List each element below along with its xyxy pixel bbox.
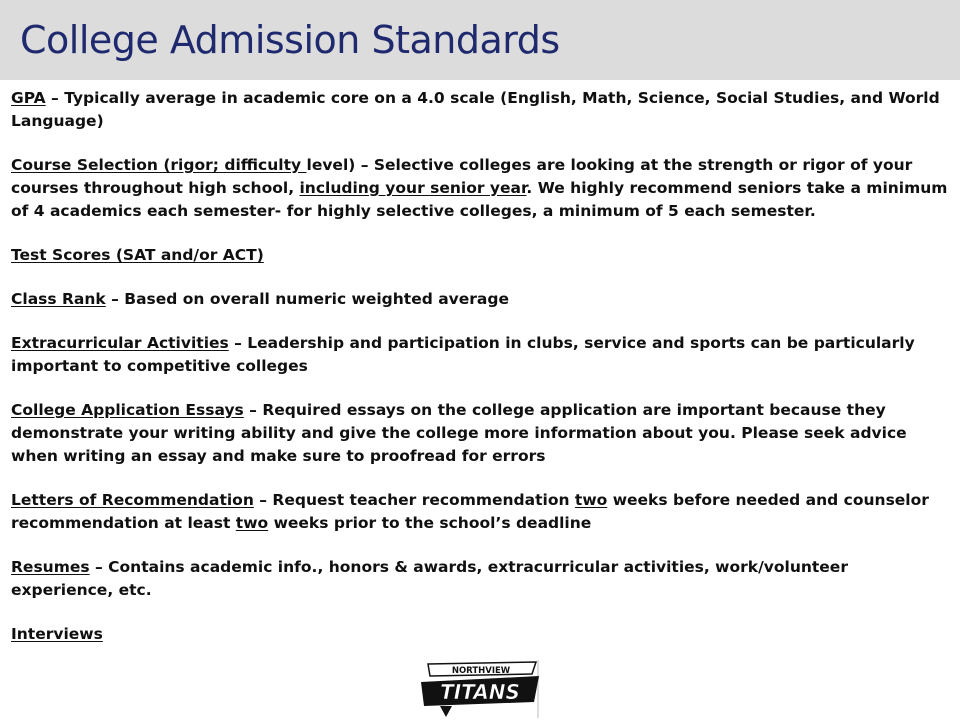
gpa-item — [11, 87, 951, 133]
recommendations-description-3: weeks prior to the school’s deadline — [268, 514, 592, 532]
logo-main-text: TITANS — [440, 680, 520, 704]
course-selection-description-2: . We highly recommend seniors take a minimum of 4 academics each semester- for highly selective colleges, a minimum of 5 each semester. — [11, 179, 948, 220]
essays-description: – Required essays on the college application are important because they demonstrate your writing ability and give the college more information about you. Please seek advice when writing an essay and make sure to proofread for errors — [11, 401, 907, 465]
northview-titans-logo — [418, 660, 542, 718]
course-selection-item — [11, 154, 951, 223]
course-selection-term: Course Selection (rigor; difficulty — [11, 156, 307, 174]
course-selection-description-1: level) – Selective colleges are looking at the strength or rigor of your courses throughout high school, — [11, 156, 913, 197]
interviews-item — [11, 623, 951, 646]
class-rank-term: Class Rank — [11, 290, 106, 308]
interviews-term: Interviews — [11, 625, 103, 643]
resumes-term: Resumes — [11, 558, 90, 576]
recommendations-description-2: weeks before needed and counselor recommendation at least — [11, 491, 929, 532]
essays-item — [11, 399, 951, 468]
extracurricular-description: – Leadership and participation in clubs, service and sports can be particularly important to competitive colleges — [11, 334, 915, 375]
extracurricular-term: Extracurricular Activities — [11, 334, 229, 352]
two-weeks-emphasis-1: two — [574, 491, 608, 509]
title-bar — [0, 0, 960, 80]
recommendations-term: Letters of Recommendation — [11, 491, 254, 509]
standards-list — [11, 87, 951, 667]
recommendations-item — [11, 489, 951, 535]
logo-top-text: NORTHVIEW — [451, 666, 511, 676]
test-scores-item — [11, 244, 951, 267]
gpa-description: – Typically average in academic core on a 4.0 scale (English, Math, Science, Social Studies, and World Language) — [11, 89, 940, 130]
two-weeks-emphasis-2: two — [235, 514, 269, 532]
logo-lightning-icon — [440, 706, 452, 717]
class-rank-item — [11, 288, 951, 311]
extracurricular-item — [11, 332, 951, 378]
page-title: College Admission Standards — [20, 18, 560, 62]
senior-year-emphasis: including your senior year — [299, 179, 527, 197]
recommendations-description-1: – Request teacher recommendation — [253, 491, 575, 509]
resumes-item — [11, 556, 951, 602]
class-rank-description: – Based on overall numeric weighted average — [105, 290, 509, 308]
test-scores-term: Test Scores (SAT and/or ACT) — [11, 246, 264, 264]
resumes-description: – Contains academic info., honors & awards, extracurricular activities, work/volunteer experience, etc. — [11, 558, 848, 599]
essays-term: College Application Essays — [11, 401, 244, 419]
gpa-term: GPA — [11, 89, 46, 107]
